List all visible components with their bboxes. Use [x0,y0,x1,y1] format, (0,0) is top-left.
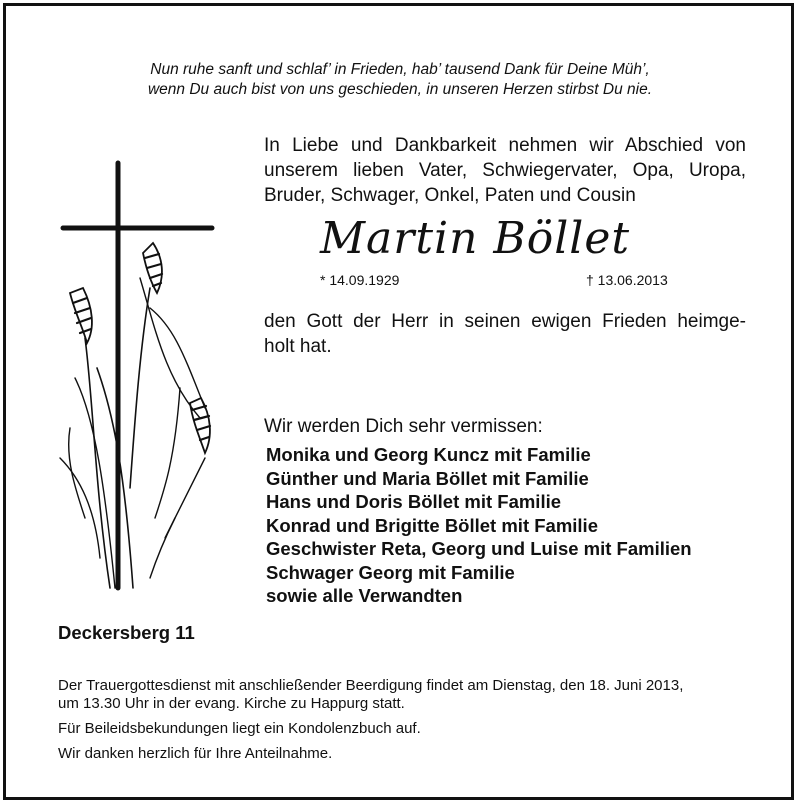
miss-text: Wir werden Dich sehr vermissen: [264,416,543,437]
mourner-item: Hans und Doris Böllet mit Familie [266,491,562,512]
address: Deckersberg 11 [58,622,195,643]
mourner-item: sowie alle Verwandten [266,585,463,606]
mourner-item: Geschwister Reta, Georg und Luise mit Familien [266,538,692,559]
mourner-item: Konrad und Brigitte Böllet mit Familie [266,514,598,536]
mourner-item: Monika und Georg Kuncz mit Familie [266,444,591,465]
intro-text [264,133,746,208]
condolence-info: Für Beileidsbekundungen liegt ein Kondolenzbuch auf. [58,720,421,737]
service-line: Der Trauergottesdienst mit anschließender Beerdigung findet am Dienstag, den 18. Juni 2013, [58,677,684,694]
cross-and-wheat-icon [55,158,235,598]
service-notice [58,677,758,770]
intro-line: unserem lieben Vater, Schwiegervater, Opa, Uropa, [264,160,746,181]
thanks-text: Wir danken herzlich für Ihre Anteilnahme. [58,745,333,762]
intro-line: Bruder, Schwager, Onkel, Paten und Cousin [264,185,636,206]
death-date: † 13.06.2013 [586,272,668,288]
poem-line: Nun ruhe sanft und schlaf’ in Frieden, hab’ tausend Dank für Deine Müh’, [150,61,650,78]
closing-text [264,309,746,359]
poem [0,60,800,100]
birth-date: * 14.09.1929 [320,272,400,288]
closing-line: den Gott der Herr in seinen ewigen Frieden heimge- [264,311,746,332]
service-line: um 13.30 Uhr in der evang. Kirche zu Happurg statt. [58,695,405,712]
deceased-name: Martin Böllet [320,213,631,264]
poem-line: wenn Du auch bist von uns geschieden, in unseren Herzen stirbst Du nie. [147,81,653,98]
mourner-item: Schwager Georg mit Familie [266,561,515,583]
closing-line: holt hat. [264,336,332,357]
service-info [58,677,758,713]
intro-line: In Liebe und Dankbarkeit nehmen wir Abschied von [264,135,746,156]
mourners-list [266,443,692,608]
mourner-item: Günther und Maria Böllet mit Familie [266,467,589,489]
